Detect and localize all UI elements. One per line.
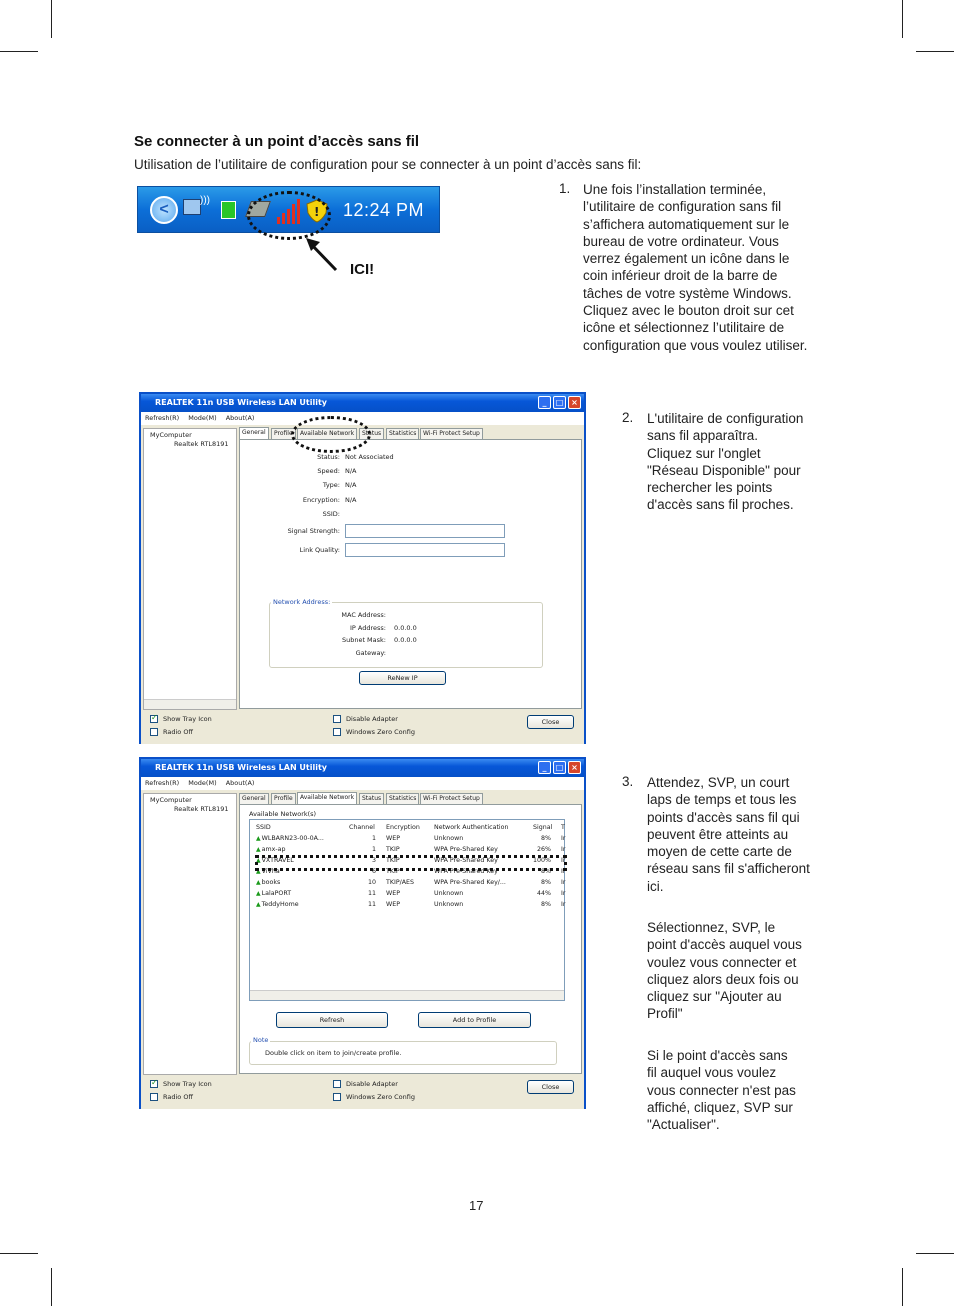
network-row[interactable]: ▲VXTRAVEL 3 TKIP WPA Pre-Shared Key 100% Ir — [256, 857, 566, 864]
available-networks-label: Available Network(s) — [249, 810, 317, 818]
subnet-value: 0.0.0.0 — [394, 636, 417, 644]
step-number: 2. — [622, 410, 634, 425]
close-button[interactable]: Close — [527, 715, 574, 729]
tab-statistics[interactable]: Statistics — [386, 793, 419, 804]
crop-mark — [51, 0, 52, 38]
crop-mark — [902, 1268, 903, 1306]
show-tray-label: Show Tray Icon — [163, 715, 212, 723]
crop-mark — [0, 1253, 38, 1254]
note-title: Note — [253, 1036, 269, 1044]
network-row[interactable]: ▲LalaPORT 11 WEP Unknown 44% Ir — [256, 890, 566, 897]
disable-adapter-checkbox[interactable] — [333, 715, 341, 723]
tree-scrollbar[interactable] — [144, 699, 236, 709]
network-icon — [183, 199, 201, 215]
status-label: Status: — [317, 453, 340, 461]
disable-adapter-label: Disable Adapter — [346, 715, 398, 723]
menu-about[interactable]: About(A) — [225, 414, 255, 422]
tab-profile[interactable]: Profile — [271, 428, 296, 439]
device-tree — [143, 428, 237, 710]
annotation-label: ICI! — [350, 261, 375, 278]
status-value: Not Associated — [345, 453, 394, 461]
network-row[interactable]: ▲books 10 TKIP/AES WPA Pre-Shared Key/... 8% Ir — [256, 879, 566, 886]
ip-label: IP Address: — [350, 624, 386, 632]
step-1-text: Une fois l’installation terminée, l’utilitaire de configuration sans fil s’affichera automatiquement sur le bureau de votre ordinateur. Vous verrez également un icône dans le coin inférieur droit de la barre de tâches de votre système Windows. Cliquez avec le bouton droit sur cet icône et sélectionnez l’utilitaire de configuration que vous voulez utiliser. — [583, 182, 808, 353]
wifi-signal-icon: ▲ — [256, 857, 261, 864]
windows-zero-config-label: Windows Zero Config — [346, 728, 415, 736]
add-to-profile-button[interactable]: Add to Profile — [418, 1012, 531, 1028]
window-titlebar — [141, 759, 584, 777]
tab-general[interactable]: General — [239, 793, 269, 804]
highlight-circle — [291, 416, 371, 453]
subnet-label: Subnet Mask: — [341, 636, 386, 644]
intro-text: Utilisation de l’utilitaire de configuration pour se connecter à un point d’accès sans fil: — [134, 157, 642, 172]
highlight-box — [255, 855, 567, 871]
wifi-signal-icon: ▲ — [256, 846, 261, 853]
signal-strength-label: Signal Strength: — [287, 527, 340, 535]
wifi-signal-icon: ▲ — [256, 879, 261, 886]
step-3-text-select: Sélectionnez, SVP, le point d'accès auquel vous voulez vous connecter et cliquez alors deux fois ou cliquez sur "Ajouter au Profil" — [647, 920, 802, 1022]
windows-zero-config-checkbox[interactable] — [333, 1093, 341, 1101]
step-number: 3. — [622, 774, 634, 789]
crop-mark — [0, 51, 38, 52]
tab-wps[interactable]: Wi-Fi Protect Setup — [420, 428, 483, 439]
ssid-label: SSID: — [322, 510, 340, 518]
window-title: REALTEK 11n USB Wireless LAN Utility — [155, 763, 328, 772]
tree-root[interactable]: MyComputer — [150, 796, 192, 804]
step-number: 1. — [559, 181, 571, 196]
tab-available-network[interactable]: Available Network — [297, 792, 357, 804]
radio-off-checkbox[interactable] — [150, 728, 158, 736]
network-address-group — [269, 602, 543, 668]
network-row[interactable]: ▲amx-ap 1 TKIP WPA Pre-Shared Key 26% Ir — [256, 846, 566, 853]
menu-about[interactable]: About(A) — [225, 779, 255, 787]
radio-off-checkbox[interactable] — [150, 1093, 158, 1101]
col-type[interactable]: T — [561, 824, 565, 831]
link-quality-bar — [345, 543, 505, 557]
link-quality-label: Link Quality: — [299, 546, 340, 554]
maximize-button[interactable]: □ — [553, 761, 566, 774]
menu-bar — [141, 777, 584, 790]
network-address-title: Network Address: — [273, 598, 331, 606]
network-row[interactable]: ▲ViVha 6 TKIP WPA Pre-Shared Key 8% Ir — [256, 868, 566, 875]
general-pane — [239, 439, 582, 709]
crop-mark — [916, 1253, 954, 1254]
windows-zero-config-label: Windows Zero Config — [346, 1093, 415, 1101]
col-ssid[interactable]: SSID — [256, 824, 271, 831]
minimize-button[interactable]: _ — [538, 396, 551, 409]
radio-off-label: Radio Off — [163, 1093, 193, 1101]
tab-statistics[interactable]: Statistics — [386, 428, 419, 439]
show-tray-checkbox[interactable] — [150, 1080, 158, 1088]
tree-adapter[interactable]: Realtek RTL8191 — [174, 805, 229, 813]
wifi-signal-icon: ▲ — [256, 868, 261, 875]
type-label: Type: — [322, 481, 340, 489]
disable-adapter-label: Disable Adapter — [346, 1080, 398, 1088]
menu-refresh[interactable]: Refresh(R) — [145, 414, 180, 422]
network-row[interactable]: ▲WLBARN23-00-0A... 1 WEP Unknown 8% Ir — [256, 835, 566, 842]
highlight-circle — [247, 191, 331, 240]
section-title: Se connecter à un point d’accès sans fil — [134, 133, 420, 150]
windows-zero-config-checkbox[interactable] — [333, 728, 341, 736]
col-auth[interactable]: Network Authentication — [434, 824, 509, 831]
window-titlebar — [141, 394, 584, 412]
bottom-bar — [141, 1075, 584, 1109]
network-list-header — [250, 822, 650, 833]
encryption-value: N/A — [345, 496, 357, 504]
pointer-arrow — [304, 236, 338, 272]
wireless-waves-icon: ))) — [200, 195, 210, 206]
utility-window-available — [139, 757, 586, 1109]
network-row[interactable]: ▲TeddyHome 11 WEP Unknown 8% Ir — [256, 901, 566, 908]
step-2-text: L'utilitaire de configuration sans fil apparaîtra. Cliquez sur l'onglet "Réseau Disponible" pour rechercher les points d'accès sans fil proches. — [647, 411, 804, 513]
col-channel[interactable]: Channel — [349, 824, 375, 831]
device-tree — [143, 793, 237, 1075]
bottom-bar — [141, 710, 584, 744]
tab-general[interactable]: General — [239, 427, 269, 439]
menu-mode[interactable]: Mode(M) — [188, 779, 217, 787]
show-tray-label: Show Tray Icon — [163, 1080, 212, 1088]
utility-window-general — [139, 392, 586, 744]
refresh-button[interactable]: Refresh — [276, 1012, 388, 1028]
gateway-label: Gateway: — [355, 649, 386, 657]
page-number: 17 — [469, 1198, 484, 1213]
tab-profile[interactable]: Profile — [271, 793, 296, 804]
tree-root[interactable]: MyComputer — [150, 431, 192, 439]
list-scrollbar[interactable] — [250, 990, 564, 1000]
ip-value: 0.0.0.0 — [394, 624, 417, 632]
close-window-button[interactable]: × — [568, 396, 581, 409]
radio-off-label: Radio Off — [163, 728, 193, 736]
back-arrow-icon: < — [150, 196, 178, 224]
mac-label: MAC Address: — [341, 611, 386, 619]
step-3-text: Attendez, SVP, un court laps de temps et tous les points d'accès sans fil qui peuvent être atteints au moyen de cette carte de réseau sans fil s'afficheront ici. — [647, 775, 810, 894]
network-list — [249, 819, 565, 1001]
col-encryption[interactable]: Encryption — [386, 824, 420, 831]
wifi-signal-icon: ▲ — [256, 901, 261, 908]
show-tray-checkbox[interactable] — [150, 715, 158, 723]
wifi-signal-icon: ▲ — [256, 835, 261, 842]
speed-label: Speed: — [317, 467, 340, 475]
renew-ip-button[interactable]: ReNew IP — [359, 671, 446, 685]
disable-adapter-checkbox[interactable] — [333, 1080, 341, 1088]
crop-mark — [902, 0, 903, 38]
tab-status[interactable]: Status — [359, 793, 384, 804]
note-text: Double click on item to join/create profile. — [265, 1049, 402, 1057]
col-signal[interactable]: Signal — [533, 824, 553, 831]
crop-mark — [51, 1268, 52, 1306]
menu-refresh[interactable]: Refresh(R) — [145, 779, 180, 787]
minimize-button[interactable]: _ — [538, 761, 551, 774]
green-square-icon — [221, 201, 236, 219]
tab-available-network[interactable]: Available Network — [297, 428, 357, 439]
encryption-label: Encryption: — [302, 496, 340, 504]
tab-wps[interactable]: Wi-Fi Protect Setup — [420, 793, 483, 804]
crop-mark — [916, 51, 954, 52]
clock-time: 12:24 PM — [343, 200, 425, 220]
step-3-text-refresh: Si le point d'accès sans fil auquel vous voulez vous connecter n'est pas affiché, cliquez, SVP sur "Actualiser". — [647, 1048, 796, 1133]
speed-value: N/A — [345, 467, 357, 475]
tree-adapter[interactable]: Realtek RTL8191 — [174, 440, 229, 448]
maximize-button[interactable]: □ — [553, 396, 566, 409]
type-value: N/A — [345, 481, 357, 489]
window-title: REALTEK 11n USB Wireless LAN Utility — [155, 398, 328, 407]
tab-status[interactable]: Status — [359, 428, 384, 439]
wifi-signal-icon: ▲ — [256, 890, 261, 897]
svg-text:!: ! — [314, 205, 320, 219]
close-window-button[interactable]: × — [568, 761, 581, 774]
close-button[interactable]: Close — [527, 1080, 574, 1094]
menu-mode[interactable]: Mode(M) — [188, 414, 217, 422]
signal-strength-bar — [345, 524, 505, 538]
